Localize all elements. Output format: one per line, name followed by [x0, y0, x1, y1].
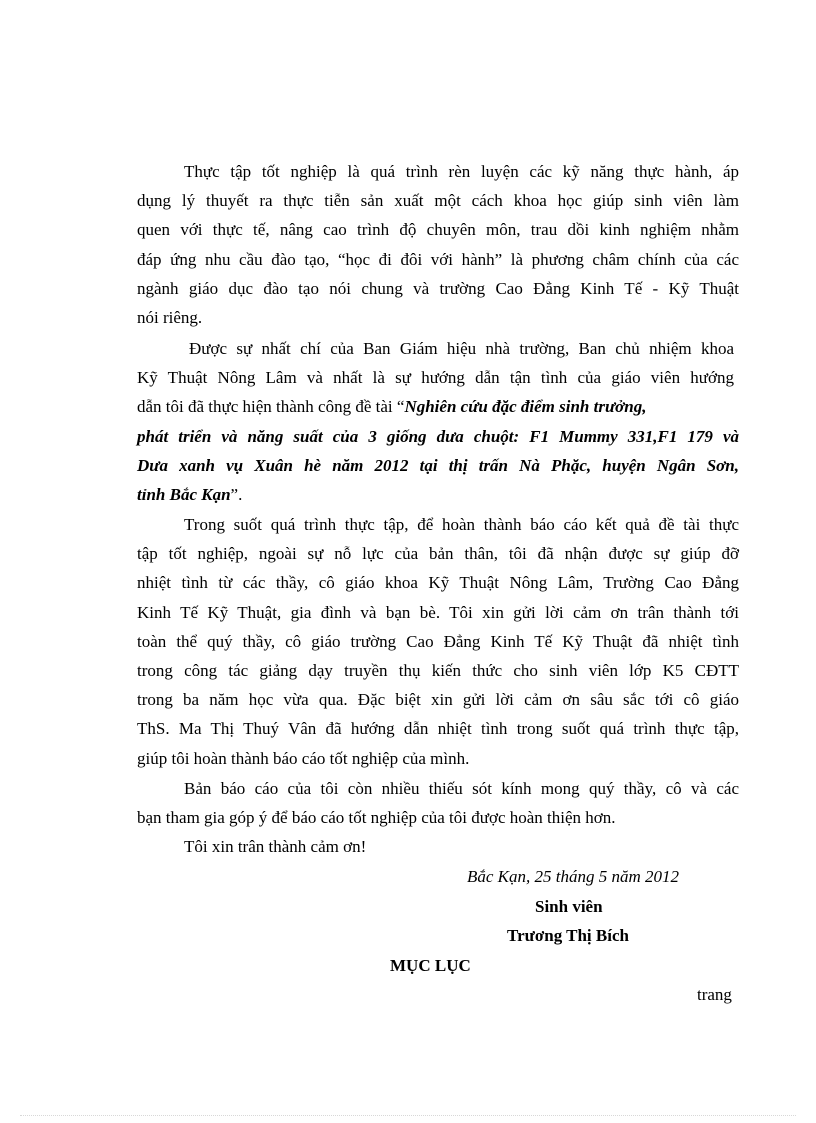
page-bottom-divider [20, 1115, 796, 1116]
paragraph-topic [137, 334, 739, 509]
paragraph-line: toàn thể quý thầy, cô giáo trường Cao Đẳng Kinh Tế Kỹ Thuật đã nhiệt tình [137, 631, 739, 651]
paragraph-line: trong ba năm học vừa qua. Đặc biệt xin gửi lời cảm ơn sâu sắc tới cô giáo [137, 690, 739, 710]
paragraph-intro [137, 157, 739, 332]
paragraph-line: Thực tập tốt nghiệp là quá trình rèn luyện các kỹ năng thực hành, áp [184, 162, 739, 181]
paragraph-line: đáp ứng nhu cầu đào tạo, “học đi đôi với hành” là phương châm chính của các [137, 249, 739, 269]
paragraph-line: trong công tác giảng dạy truyền thụ kiến thức cho sinh viên lớp K5 CĐTT [137, 660, 739, 680]
paragraph-line: Bản báo cáo của tôi còn nhiều thiếu sót kính mong quý thầy, cô và các [184, 779, 739, 798]
topic-title: Dưa xanh vụ Xuân hè năm 2012 tại thị trấn Nà Phặc, huyện Ngân Sơn, [137, 455, 739, 475]
paragraph-line: ngành giáo dục đào tạo nói chung và trường Cao Đẳng Kinh Tế - Kỹ Thuật [137, 278, 739, 298]
paragraph-line: giúp tôi hoàn thành báo cáo tốt nghiệp của mình. [137, 748, 470, 768]
topic-intro-text: dẫn tôi đã thực hiện thành công đề tài “ [137, 397, 405, 417]
paragraph-feedback [137, 774, 739, 832]
paragraph-line: tập tốt nghiệp, ngoài sự nỗ lực của bản thân, tôi đã nhận được sự giúp đỡ [137, 544, 739, 564]
toc-heading: MỤC LỤC [390, 956, 471, 975]
place-date: Bắc Kạn, 25 tháng 5 năm 2012 [467, 867, 680, 886]
paragraph-line: quen với thực tế, nâng cao trình độ chuyên môn, trau dồi kinh nghiệm nhằm [137, 220, 739, 240]
paragraph-thanks [137, 510, 739, 773]
closing-thanks: Tôi xin trân thành cảm ơn! [184, 837, 367, 856]
topic-title: phát triển và năng suất của 3 giống dưa chuột: F1 Mummy 331,F1 179 và [137, 426, 739, 446]
topic-title: Nghiên cứu đặc điểm sinh trưởng, [404, 397, 647, 417]
paragraph-line: ThS. Ma Thị Thuý Vân đã hướng dẫn nhiệt tình trong suốt quá trình thực tập, [137, 719, 739, 739]
paragraph-line: nói riêng. [137, 307, 203, 327]
paragraph-line: bạn tham gia góp ý để báo cáo tốt nghiệp của tôi được hoàn thiện hơn. [137, 808, 616, 828]
paragraph-line: Trong suốt quá trình thực tập, để hoàn thành báo cáo kết quả đề tài thực [184, 515, 739, 534]
signature-role: Sinh viên [535, 897, 603, 916]
paragraph-line: nhiệt tình từ các thầy, cô giáo khoa Kỹ Thuật Nông Lâm, Trường Cao Đẳng [137, 573, 739, 593]
signature-name: Trương Thị Bích [507, 926, 629, 945]
topic-end-text: ”. [230, 484, 243, 504]
paragraph-line: dụng lý thuyết ra thực tiễn sản xuất một cách khoa học giúp sinh viên làm [137, 191, 739, 211]
topic-title: tỉnh Bắc Kạn [137, 484, 231, 504]
paragraph-line: Kinh Tế Kỹ Thuật, gia đình và bạn bè. Tôi xin gửi lời cảm ơn trân thành tới [137, 602, 739, 622]
paragraph-line: Kỹ Thuật Nông Lâm và nhất là sự hướng dẫn tận tình của giáo viên hướng [137, 368, 734, 388]
paragraph-line [137, 392, 739, 421]
toc-page-label: trang [697, 985, 732, 1004]
paragraph-line [137, 480, 739, 509]
paragraph-line: Được sự nhất chí của Ban Giám hiệu nhà trường, Ban chủ nhiệm khoa [189, 339, 734, 358]
